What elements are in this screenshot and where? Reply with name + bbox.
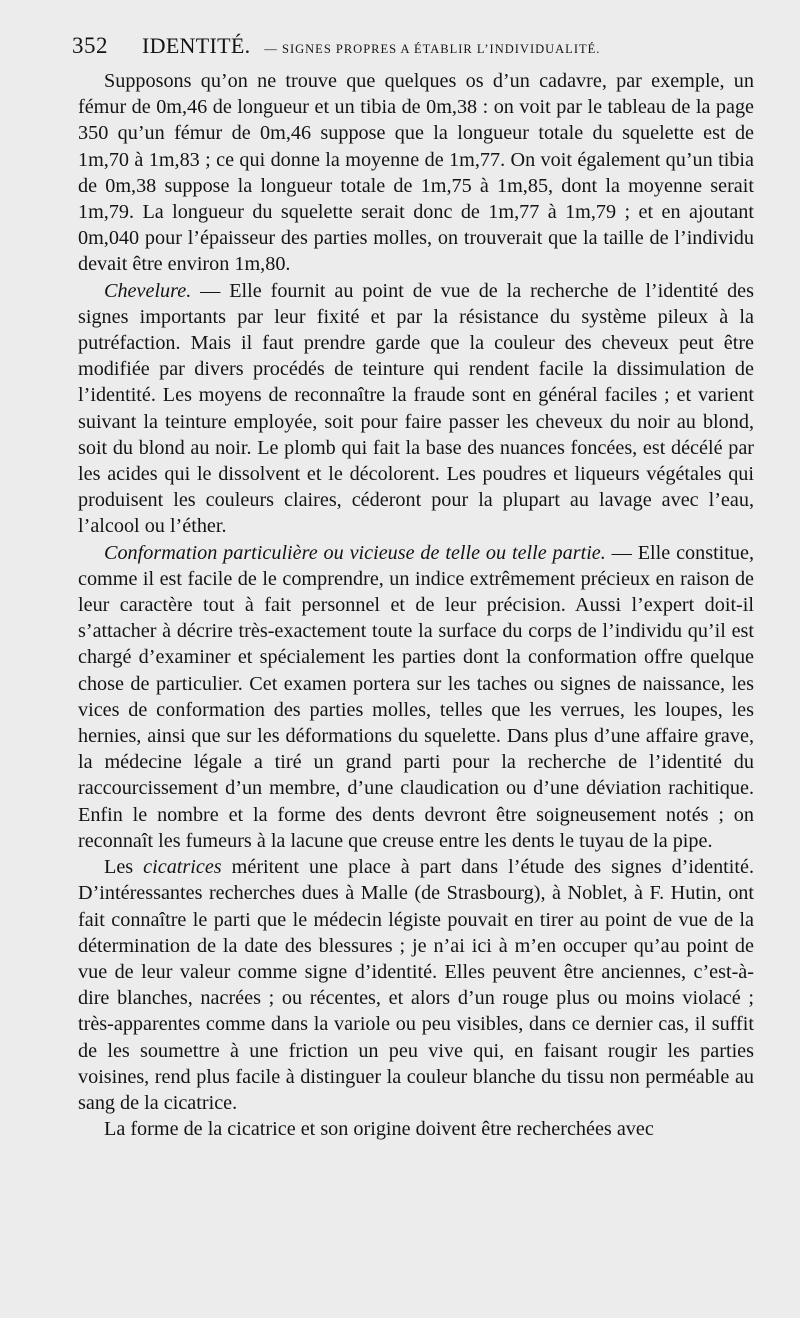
paragraph-conformation: [78, 540, 754, 854]
page-number: 352: [72, 33, 108, 58]
paragraph-text: Supposons qu’on ne trouve que quelques os d’un cadavre, par exemple, un fémur de 0m,46 de longueur et un tibia de 0m,38 : on voit par le tableau de la page 350 qu’un fémur de 0m,46 suppose que la longueur totale du squelette est de 1m,70 à 1m,83 ; ce qui donne la moyenne de 1m,77. On voit également qu’un tibia de 0m,38 suppose la longueur totale de 1m,75 à 1m,85, dont la moyenne serait 1m,79. La longueur du squelette serait donc de 1m,77 à 1m,79 ; et en ajoutant 0m,040 pour l’épaisseur des parties molles, on trouverait que la taille de l’individu devait être environ 1m,80.: [78, 70, 754, 276]
section-heading-conformation: Conformation particulière ou vicieuse de telle ou telle partie.: [104, 541, 606, 564]
paragraph-chevelure: [78, 278, 754, 540]
running-title: IDENTITÉ.: [142, 33, 251, 58]
term-cicatrices: cicatrices: [143, 856, 222, 879]
section-heading-chevelure: Chevelure.: [104, 279, 192, 302]
paragraph-cicatrices: [78, 854, 754, 1116]
paragraph-text: méritent une place à part dans l’étude des signes d’identité. D’intéressantes recherches dues à Malle (de Strasbourg), à Noblet, à F. Hutin, ont fait connaître le parti que le médecin légiste pouvait en tirer au point de vue de la détermination de la date des blessures ; je n’ai ici à m’en occuper qu’au point de vue de leur valeur comme signe d’identité. Elles peuvent être anciennes, c’est-à-dire blanches, nacrées ; ou récentes, et alors d’un rouge plus ou moins violacé ; très-apparentes comme dans la variole ou peu visibles, dans ce dernier cas, il suffit de les soumettre à une friction un peu vive qui, en faisant rougir les parties voisines, rend plus facile à distinguer la couleur blanche du tissu non perméable au sang de la cicatrice.: [78, 856, 754, 1114]
running-subtitle: — SIGNES PROPRES A ÉTABLIR L’INDIVIDUALITÉ.: [264, 42, 601, 56]
paragraph-text: — Elle fournit au point de vue de la recherche de l’identité des signes importants par leur fixité et par la résistance du système pileux à la putréfaction. Mais il faut prendre garde que la couleur des cheveux peut être modifiée par divers procédés de teinture qui rendent facile la dissimulation de l’identité. Les moyens de reconnaître la fraude sont en général faciles ; et varient suivant la teinture employée, soit pour faire passer les cheveux du noir au blond, soit du blond au noir. Le plomb qui fait la base des nuances foncées, est décélé par les acides qui le dissolvent et le décolorent. Les poudres et liqueurs végétales qui produisent les couleurs claires, céderont pour la plupart au lavage avec l’eau, l’alcool ou l’éther.: [78, 279, 754, 538]
paragraph-skeleton-height: [78, 68, 754, 278]
paragraph-forme-cicatrice: [78, 1116, 754, 1142]
paragraph-text: La forme de la cicatrice et son origine doivent être recherchées avec: [104, 1118, 654, 1141]
running-header: [72, 30, 762, 62]
paragraph-lead: Les: [104, 856, 144, 879]
paragraph-text: — Elle constitue, comme il est facile de le comprendre, un indice extrêmement précieux en raison de leur caractère tout à fait personnel et de leur précision. Aussi l’expert doit-il s’attacher à décrire très-exactement toute la surface du corps de l’individu qu’il est chargé d’examiner et spécialement les parties dont la conformation offre quelque chose de particulier. Cet examen portera sur les taches ou signes de naissance, les vices de conformation des parties molles, telles que les verrues, les loupes, les hernies, ainsi que sur les déformations du squelette. Dans plus d’une affaire grave, la médecine légale a tiré un grand parti pour la recherche de l’identité du raccourcissement d’un membre, d’une claudication ou d’une déviation rachitique. Enfin le nombre et la forme des dents devront être soigneusement notés ; on reconnaît les fumeurs à la lacune que creuse entre les dents le tuyau de la pipe.: [78, 541, 754, 852]
body-text: [78, 68, 754, 1142]
